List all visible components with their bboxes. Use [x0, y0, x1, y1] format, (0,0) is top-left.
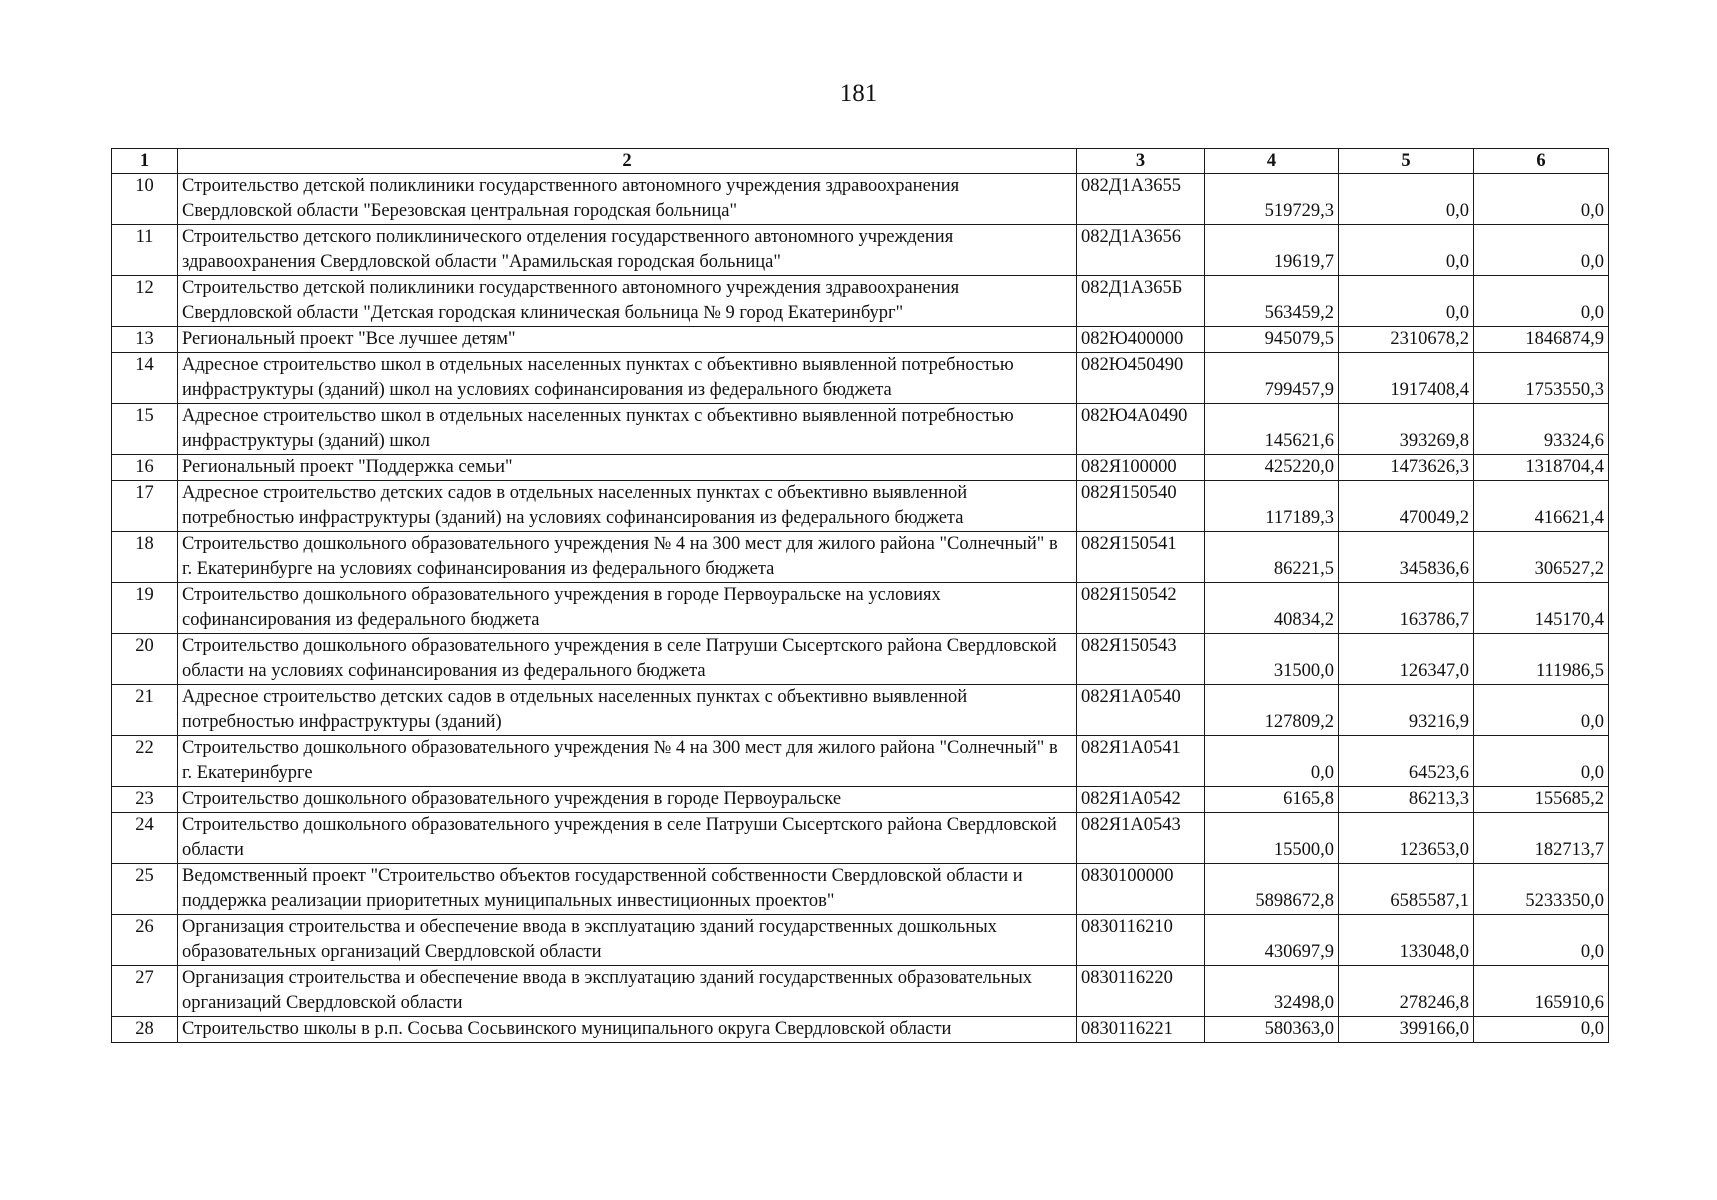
amount-col-6: 1318704,4 — [1474, 455, 1609, 481]
row-number: 19 — [112, 583, 178, 634]
row-number: 11 — [112, 225, 178, 276]
amount-col-4: 127809,2 — [1205, 685, 1339, 736]
item-name: Организация строительства и обеспечение ввода в эксплуатацию зданий государственных образовательных организаций Свердловской области — [178, 966, 1077, 1017]
amount-col-5: 0,0 — [1339, 225, 1474, 276]
table-header-row — [112, 149, 1609, 174]
amount-col-5: 133048,0 — [1339, 915, 1474, 966]
budget-code: 082Я1А0540 — [1077, 685, 1205, 736]
budget-table — [111, 148, 1609, 1043]
budget-code: 0830116210 — [1077, 915, 1205, 966]
table-row — [112, 481, 1609, 532]
item-name: Строительство дошкольного образовательного учреждения № 4 на 300 мест для жилого района "Солнечный" в г. Екатеринбурге — [178, 736, 1077, 787]
table-row — [112, 174, 1609, 225]
amount-col-6: 0,0 — [1474, 1017, 1609, 1043]
amount-col-4: 145621,6 — [1205, 404, 1339, 455]
amount-col-6: 306527,2 — [1474, 532, 1609, 583]
row-number: 18 — [112, 532, 178, 583]
column-header: 3 — [1077, 149, 1205, 174]
table-row — [112, 583, 1609, 634]
amount-col-5: 123653,0 — [1339, 813, 1474, 864]
budget-code: 082Я1А0542 — [1077, 787, 1205, 813]
row-number: 13 — [112, 327, 178, 353]
amount-col-6: 1753550,3 — [1474, 353, 1609, 404]
item-name: Строительство дошкольного образовательного учреждения в городе Первоуральске на условиях софинансирования из федерального бюджета — [178, 583, 1077, 634]
amount-col-4: 40834,2 — [1205, 583, 1339, 634]
item-name: Региональный проект "Поддержка семьи" — [178, 455, 1077, 481]
column-header: 1 — [112, 149, 178, 174]
column-header: 4 — [1205, 149, 1339, 174]
amount-col-6: 416621,4 — [1474, 481, 1609, 532]
budget-code: 082Я100000 — [1077, 455, 1205, 481]
amount-col-5: 1917408,4 — [1339, 353, 1474, 404]
table-row — [112, 813, 1609, 864]
amount-col-4: 86221,5 — [1205, 532, 1339, 583]
amount-col-5: 163786,7 — [1339, 583, 1474, 634]
budget-code: 082Я1А0541 — [1077, 736, 1205, 787]
amount-col-4: 31500,0 — [1205, 634, 1339, 685]
amount-col-6: 111986,5 — [1474, 634, 1609, 685]
amount-col-5: 2310678,2 — [1339, 327, 1474, 353]
amount-col-4: 5898672,8 — [1205, 864, 1339, 915]
amount-col-4: 945079,5 — [1205, 327, 1339, 353]
budget-code: 082Я150542 — [1077, 583, 1205, 634]
amount-col-6: 0,0 — [1474, 276, 1609, 327]
row-number: 22 — [112, 736, 178, 787]
table-row — [112, 634, 1609, 685]
amount-col-6: 93324,6 — [1474, 404, 1609, 455]
item-name: Адресное строительство школ в отдельных населенных пунктах с объективно выявленной потребностью инфраструктуры (зданий) школ — [178, 404, 1077, 455]
budget-code: 082Я150541 — [1077, 532, 1205, 583]
table-row — [112, 736, 1609, 787]
amount-col-5: 278246,8 — [1339, 966, 1474, 1017]
row-number: 20 — [112, 634, 178, 685]
item-name: Строительство детской поликлиники государственного автономного учреждения здравоохранения Свердловской области "Детская городская клиническая больница № 9 город Екатеринбург" — [178, 276, 1077, 327]
amount-col-6: 0,0 — [1474, 736, 1609, 787]
item-name: Организация строительства и обеспечение ввода в эксплуатацию зданий государственных дошкольных образовательных организаций Свердловской области — [178, 915, 1077, 966]
table-row — [112, 915, 1609, 966]
budget-code: 082Д1А365Б — [1077, 276, 1205, 327]
budget-code: 082Я150540 — [1077, 481, 1205, 532]
amount-col-4: 519729,3 — [1205, 174, 1339, 225]
amount-col-5: 393269,8 — [1339, 404, 1474, 455]
row-number: 12 — [112, 276, 178, 327]
amount-col-5: 6585587,1 — [1339, 864, 1474, 915]
item-name: Строительство дошкольного образовательного учреждения в селе Патруши Сысертского района Свердловской области — [178, 813, 1077, 864]
amount-col-5: 64523,6 — [1339, 736, 1474, 787]
item-name: Адресное строительство детских садов в отдельных населенных пунктах с объективно выявленной потребностью инфраструктуры (зданий) — [178, 685, 1077, 736]
row-number: 27 — [112, 966, 178, 1017]
amount-col-5: 1473626,3 — [1339, 455, 1474, 481]
budget-code: 0830100000 — [1077, 864, 1205, 915]
page-number: 181 — [839, 80, 878, 107]
item-name: Строительство дошкольного образовательного учреждения в селе Патруши Сысертского района Свердловской области на условиях софинансирования из федерального бюджета — [178, 634, 1077, 685]
amount-col-6: 165910,6 — [1474, 966, 1609, 1017]
table-row — [112, 455, 1609, 481]
item-name: Региональный проект "Все лучшее детям" — [178, 327, 1077, 353]
amount-col-5: 93216,9 — [1339, 685, 1474, 736]
table-row — [112, 404, 1609, 455]
row-number: 23 — [112, 787, 178, 813]
amount-col-6: 0,0 — [1474, 174, 1609, 225]
column-header: 6 — [1474, 149, 1609, 174]
budget-code: 082Я150543 — [1077, 634, 1205, 685]
table-row — [112, 864, 1609, 915]
amount-col-6: 155685,2 — [1474, 787, 1609, 813]
item-name: Ведомственный проект "Строительство объектов государственной собственности Свердловской области и поддержка реализации приоритетных муниципальных инвестиционных проектов" — [178, 864, 1077, 915]
table-row — [112, 327, 1609, 353]
amount-col-6: 1846874,9 — [1474, 327, 1609, 353]
table-row — [112, 532, 1609, 583]
column-header: 5 — [1339, 149, 1474, 174]
table-row — [112, 966, 1609, 1017]
amount-col-4: 15500,0 — [1205, 813, 1339, 864]
table-row — [112, 787, 1609, 813]
amount-col-4: 117189,3 — [1205, 481, 1339, 532]
item-name: Строительство детской поликлиники государственного автономного учреждения здравоохранения Свердловской области "Березовская центральная городская больница" — [178, 174, 1077, 225]
item-name: Строительство дошкольного образовательного учреждения в городе Первоуральске — [178, 787, 1077, 813]
amount-col-4: 425220,0 — [1205, 455, 1339, 481]
row-number: 24 — [112, 813, 178, 864]
row-number: 28 — [112, 1017, 178, 1043]
item-name: Строительство детского поликлинического отделения государственного автономного учреждения здравоохранения Свердловской области "Арамильская городская больница" — [178, 225, 1077, 276]
table-row — [112, 353, 1609, 404]
item-name: Адресное строительство детских садов в отдельных населенных пунктах с объективно выявленной потребностью инфраструктуры (зданий) на условиях софинансирования из федерального бюджета — [178, 481, 1077, 532]
amount-col-6: 0,0 — [1474, 685, 1609, 736]
item-name: Строительство дошкольного образовательного учреждения № 4 на 300 мест для жилого района "Солнечный" в г. Екатеринбурге на условиях софинансирования из федерального бюджета — [178, 532, 1077, 583]
item-name: Адресное строительство школ в отдельных населенных пунктах с объективно выявленной потребностью инфраструктуры (зданий) школ на условиях софинансирования из федерального бюджета — [178, 353, 1077, 404]
table-row — [112, 225, 1609, 276]
amount-col-6: 0,0 — [1474, 915, 1609, 966]
amount-col-6: 145170,4 — [1474, 583, 1609, 634]
amount-col-4: 0,0 — [1205, 736, 1339, 787]
table-row — [112, 276, 1609, 327]
budget-code: 082Д1А3655 — [1077, 174, 1205, 225]
amount-col-5: 86213,3 — [1339, 787, 1474, 813]
amount-col-5: 345836,6 — [1339, 532, 1474, 583]
row-number: 17 — [112, 481, 178, 532]
row-number: 25 — [112, 864, 178, 915]
amount-col-5: 126347,0 — [1339, 634, 1474, 685]
amount-col-5: 470049,2 — [1339, 481, 1474, 532]
row-number: 10 — [112, 174, 178, 225]
column-header: 2 — [178, 149, 1077, 174]
row-number: 15 — [112, 404, 178, 455]
budget-code: 082Я1А0543 — [1077, 813, 1205, 864]
budget-code: 082Д1А3656 — [1077, 225, 1205, 276]
row-number: 26 — [112, 915, 178, 966]
row-number: 16 — [112, 455, 178, 481]
table-row — [112, 685, 1609, 736]
amount-col-6: 182713,7 — [1474, 813, 1609, 864]
amount-col-5: 0,0 — [1339, 276, 1474, 327]
item-name: Строительство школы в р.п. Сосьва Сосьвинского муниципального округа Свердловской области — [178, 1017, 1077, 1043]
amount-col-5: 399166,0 — [1339, 1017, 1474, 1043]
amount-col-4: 6165,8 — [1205, 787, 1339, 813]
table-row — [112, 1017, 1609, 1043]
amount-col-4: 430697,9 — [1205, 915, 1339, 966]
budget-code: 082Ю4А0490 — [1077, 404, 1205, 455]
budget-code: 082Ю450490 — [1077, 353, 1205, 404]
amount-col-4: 32498,0 — [1205, 966, 1339, 1017]
budget-code: 0830116220 — [1077, 966, 1205, 1017]
budget-code: 0830116221 — [1077, 1017, 1205, 1043]
amount-col-6: 0,0 — [1474, 225, 1609, 276]
row-number: 14 — [112, 353, 178, 404]
amount-col-6: 5233350,0 — [1474, 864, 1609, 915]
amount-col-4: 563459,2 — [1205, 276, 1339, 327]
amount-col-4: 580363,0 — [1205, 1017, 1339, 1043]
amount-col-4: 19619,7 — [1205, 225, 1339, 276]
row-number: 21 — [112, 685, 178, 736]
amount-col-5: 0,0 — [1339, 174, 1474, 225]
budget-code: 082Ю400000 — [1077, 327, 1205, 353]
amount-col-4: 799457,9 — [1205, 353, 1339, 404]
